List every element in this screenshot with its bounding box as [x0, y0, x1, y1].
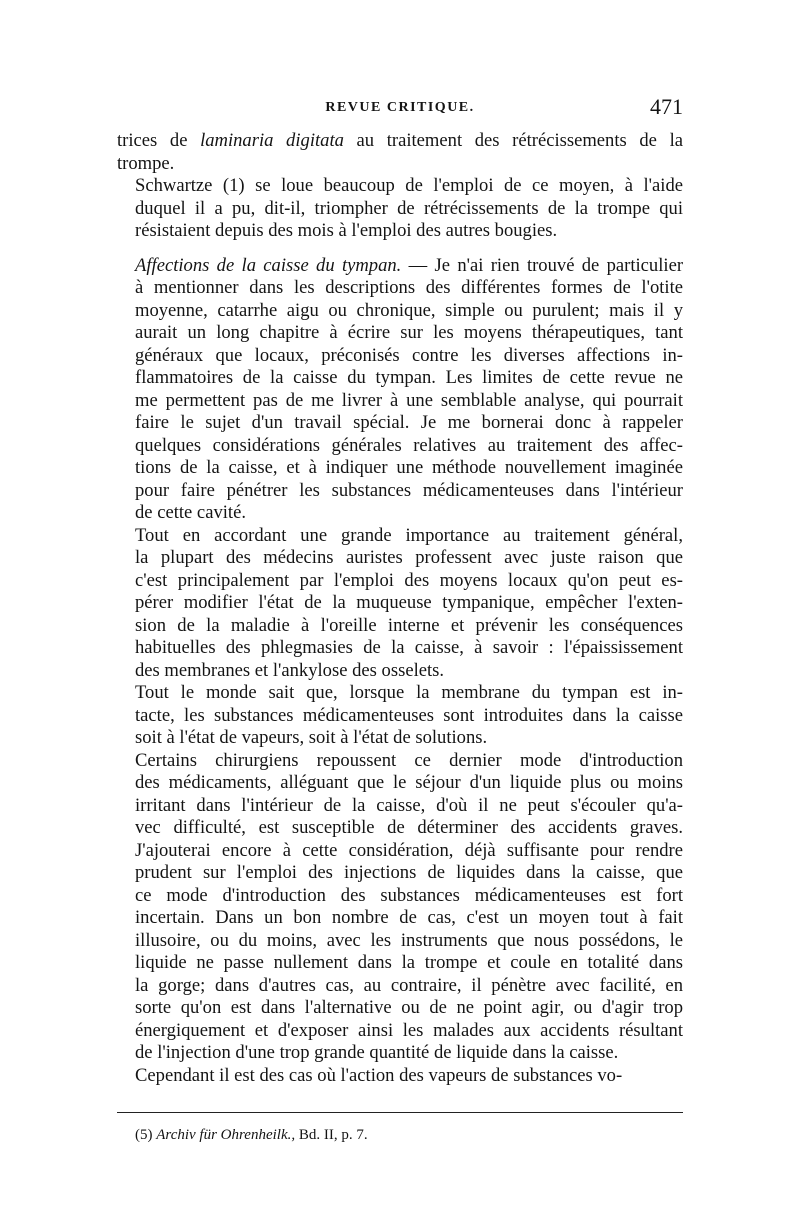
text-line — [117, 130, 683, 153]
paragraph — [117, 175, 683, 243]
page-header — [117, 96, 683, 126]
text-line: Schwartze (1) se loue beaucoup de l'emploi de ce moyen, à l'aide — [135, 175, 683, 196]
text-line: illusoire, ou du moins, avec les instruments que nous possédons, le — [135, 929, 683, 951]
text-line: J'ajouterai encore à cette considération, déjà suffisante pour rendre — [135, 839, 683, 861]
text-line: résistaient depuis des mois à l'emploi des autres bougies. — [135, 220, 558, 241]
text-line: c'est principalement par l'emploi des moyens locaux qu'on peut es- — [135, 569, 683, 591]
text-line: habituelles des phlegmasies de la caisse, à savoir : l'épaississement — [135, 637, 683, 658]
italic-text: Affections de la caisse du tympan. — [135, 254, 402, 276]
text-line: faire le sujet d'un travail spécial. Je me bornerai donc à rappeler — [135, 412, 683, 433]
paragraph — [117, 1065, 683, 1088]
text-line: sion de la maladie à l'oreille interne et prévenir les conséquences — [135, 614, 683, 636]
text-line: Cependant il est des cas où l'action des vapeurs de substances vo- — [135, 1064, 623, 1086]
footnote-reference: Bd. II, p. 7. — [295, 1127, 368, 1143]
text-line: ce mode d'introduction des substances médicamenteuses est fort — [135, 884, 683, 906]
text-line: aurait un long chapitre à écrire sur les moyens thérapeutiques, tant — [135, 322, 683, 343]
text-line: liquide ne passe nullement dans la trompe et coule en totalité dans — [135, 952, 683, 973]
text-line: la gorge; dans d'autres cas, au contraire, il pénètre avec facilité, en — [135, 974, 683, 996]
body-text — [117, 130, 683, 1087]
text-line: prudent sur l'emploi des injections de liquides dans la caisse, que — [135, 862, 683, 883]
text-line: pérer modifier l'état de la muqueuse tympanique, empêcher l'exten- — [135, 592, 683, 613]
text-line — [117, 255, 683, 278]
text-line: quelques considérations générales relatives au traitement des affec- — [135, 434, 683, 456]
paragraph — [117, 525, 683, 683]
text-line: trompe. — [117, 152, 175, 174]
text-line: la plupart des médecins auristes professent avec juste raison que — [135, 547, 683, 568]
text-line: Tout le monde sait que, lorsque la membrane du tympan est in- — [135, 682, 683, 703]
footnote-marker: (5) — [135, 1127, 153, 1143]
text-line: sorte qu'on est dans l'alternative ou de ne point agir, ou d'agir trop — [135, 997, 683, 1018]
text-line: généraux que locaux, préconisés contre les diverses affections in- — [135, 344, 683, 366]
text-line: à mentionner dans les descriptions des différentes formes de l'otite — [135, 277, 683, 298]
italic-text: laminaria digitata — [200, 130, 344, 151]
text-line: duquel il a pu, dit-il, triompher de rétrécissements de la trompe qui — [135, 197, 683, 219]
text-line: de l'injection d'une trop grande quantité de liquide dans la caisse. — [135, 1042, 619, 1063]
text-line: Tout en accordant une grande importance au traitement général, — [135, 524, 683, 546]
text-line: me permettent pas de me livrer à une semblable analyse, qui pourrait — [135, 389, 683, 411]
text-line: pour faire pénétrer les substances médicamenteuses dans l'intérieur — [135, 479, 683, 501]
paragraph — [117, 750, 683, 1065]
text-line: tions de la caisse, et à indiquer une méthode nouvellement imaginée — [135, 457, 683, 478]
text-line: Certains chirurgiens repoussent ce dernier mode d'introduction — [135, 749, 683, 771]
text-line: moyenne, catarrhe aigu ou chronique, simple ou purulent; mais il y — [135, 299, 683, 321]
text-fragment: — Je n'ai rien trouvé de particulier — [401, 254, 684, 276]
text-line: tacte, les substances médicamenteuses sont introduites dans la caisse — [135, 704, 683, 726]
footnote — [135, 1127, 368, 1144]
text-line: incertain. Dans un bon nombre de cas, c'est un moyen tout à fait — [135, 907, 683, 928]
text-line: flammatoires de la caisse du tympan. Les limites de cette revue ne — [135, 367, 683, 388]
text-fragment: au traitement des rétrécissements de la — [343, 130, 683, 151]
text-line: de cette cavité. — [135, 502, 246, 523]
footnote-divider — [117, 1112, 683, 1113]
text-line: irritant dans l'intérieur de la caisse, d'où il ne peut s'écouler qu'a- — [135, 794, 683, 816]
text-line: des médicaments, alléguant que le séjour d'un liquide plus ou moins — [135, 772, 683, 793]
text-line: des membranes et l'ankylose des osselets. — [135, 659, 445, 681]
paragraph — [117, 682, 683, 750]
text-fragment: trices de — [117, 130, 201, 151]
paragraph — [117, 255, 683, 525]
text-line: énergiquement et d'exposer ainsi les malades aux accidents résultant — [135, 1019, 683, 1041]
footnote-source: Archiv für Ohrenheilk., — [156, 1127, 296, 1143]
text-line: vec difficulté, est susceptible de déterminer des accidents graves. — [135, 817, 683, 838]
text-line: soit à l'état de vapeurs, soit à l'état de solutions. — [135, 727, 488, 748]
paragraph — [117, 130, 683, 175]
running-title: REVUE CRITIQUE. — [325, 100, 475, 115]
page-number: 471 — [650, 94, 683, 119]
